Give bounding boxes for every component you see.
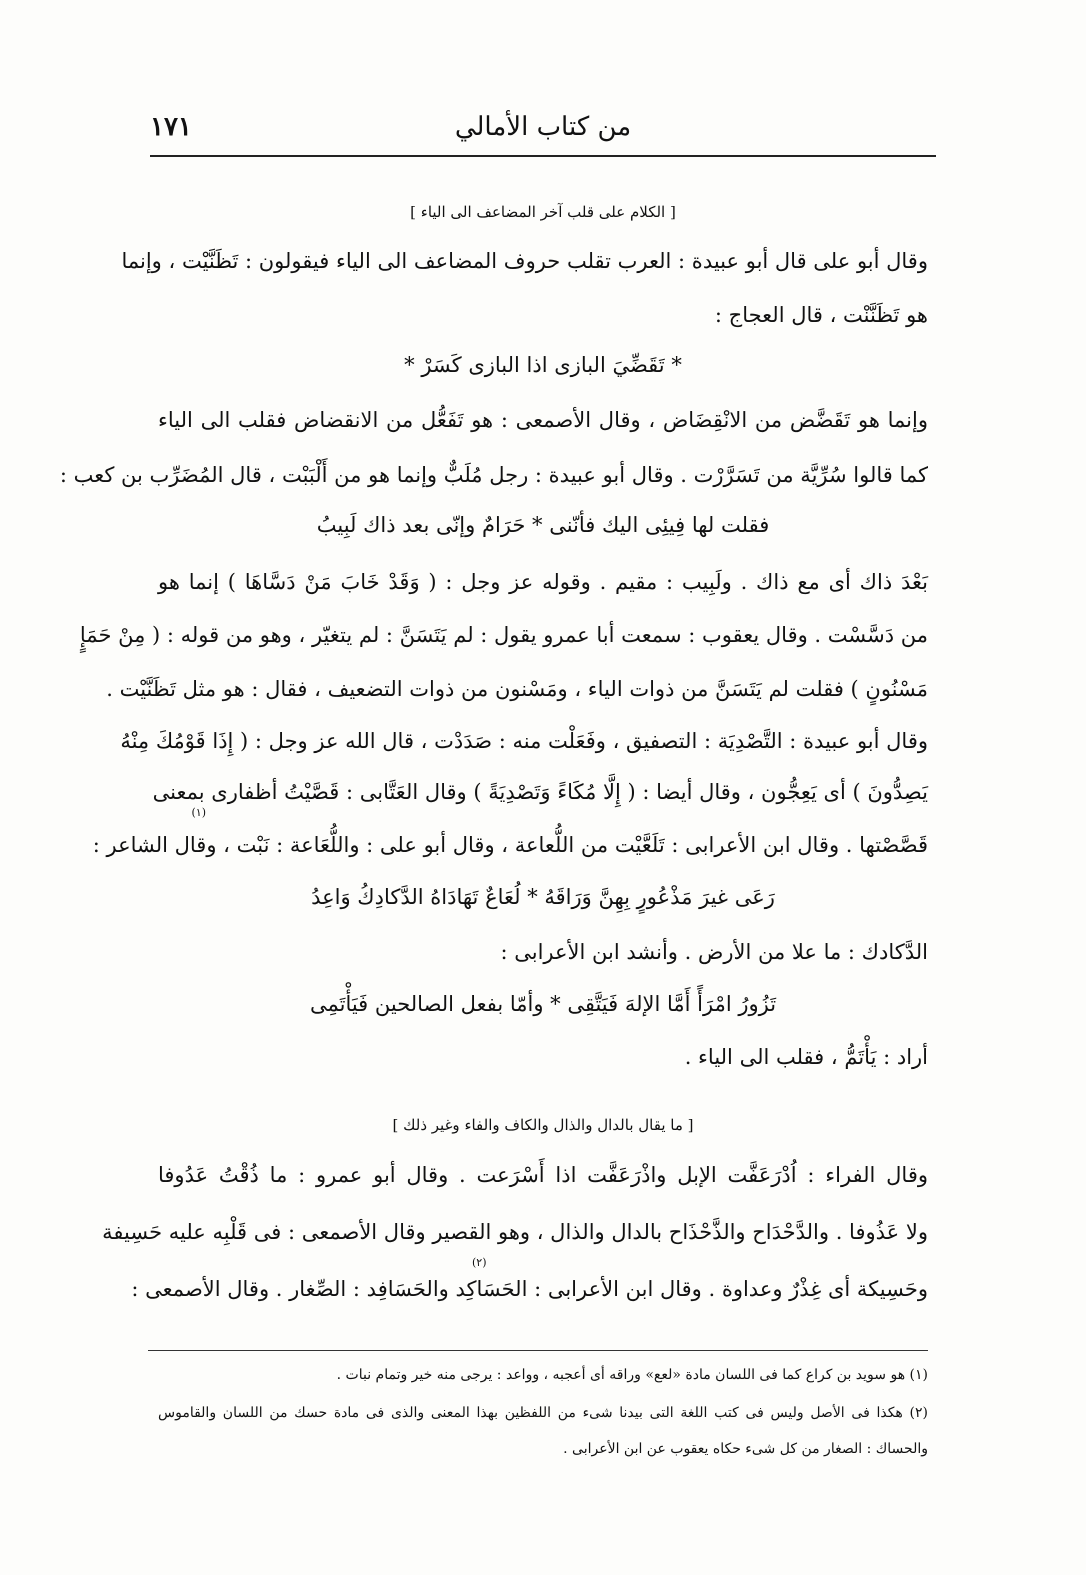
body-line: مَسْنُونٍ ) فقلت لم يَتَسَنَّ من ذوات الياء ، ومَسْنون من ذوات التضعيف ، فقال : هو مثل تَظَنَّيْت . [106, 677, 928, 701]
body-line: كما قالوا سُرِّيَّة من تَسَرَّرْت . وقال أبو عبيدة : رجل مُلَبٌّ وإنما هو من أَلْبَبْت ، قال المُضَرِّب بن كعب : [59, 463, 928, 487]
page-number: ١٧١ [150, 112, 192, 142]
body-line: بَعْدَ ذاك أى مع ذاك . ولَبِيب : مقيم . وقوله عز وجل : ( وَقَدْ خَابَ مَنْ دَسَّاهَا ) إنما هو [158, 570, 928, 594]
body-line: وحَسِيكة أى غِذْرٌ وعداوة . وقال ابن الأعرابى : الحَسَاكِد والحَسَافِد : الصِّغار . وقال الأصمعى : [131, 1277, 928, 1301]
body-line: من دَسَّسْت . وقال يعقوب : سمعت أبا عمرو يقول : لم يَتَسَنَّ : لم يتغيّر ، وهو من قوله : ( مِنْ حَمَإٍ [79, 623, 928, 647]
header-rule [150, 155, 936, 157]
verse-line: فقلت لها فِيئِى اليك فأنّنى * حَرَامٌ وإنّى بعد ذاك لَبِيبُ [316, 513, 770, 537]
body-line: وقال أبو على قال أبو عبيدة : العرب تقلب حروف المضاعف الى الياء فيقولون : تَظَنَّيْت ، وإنما [121, 249, 928, 273]
verse-line: تَزُورُ امْرَأً أَمَّا الإلهَ فَيَتَّقِى * وأمّا بفعل الصالحين فَيَأْتَمِى [309, 992, 777, 1016]
body-line: وقال أبو عبيدة : التَّصْدِيَة : التصفيق ، وفَعَلْت منه : صَدَدْت ، قال الله عز وجل : ( إِذَا قَوْمُكَ مِنْهُ [120, 729, 928, 753]
section-heading: [ ما يقال بالدال والذال والكاف والفاء وغير ذلك ] [392, 1116, 694, 1134]
body-line: الدَّكادك : ما علا من الأرض . وأنشد ابن الأعرابى : [500, 940, 928, 964]
body-line: يَصِدُّونَ ) أى يَعِجُّون ، وقال أيضا : ( إِلَّا مُكَاءً وَتَصْدِيَةً ) وقال العَتَّابى : قَصَّيْتُ أظفارى بمعنى [152, 780, 928, 804]
body-line: ولا عَذُوفا . والدَّحْدَاح والذَّحْذَاح بالدال والذال ، وهو القصير وقال الأصمعى : فى قَلْبِه عليه حَسِيفة [102, 1220, 928, 1244]
body-line: وإنما هو تَقَضَّض من الانْقِضَاض ، وقال الأصمعى : هو تَفَعُّل من الانقضاض فقلب الى الياء [158, 408, 928, 432]
body-line: هو تَظَنَّنْت ، قال العجاج : [714, 303, 928, 327]
footnote-marker: (١) [191, 806, 206, 819]
body-line: أراد : يَأْتَمُّ ، فقلب الى الياء . [684, 1045, 928, 1069]
body-line: وقال الفراء : اُدْرَعَفَّت الإبل واذْرَعَفَّت اذا أَسْرَعت . وقال أبو عمرو : ما ذُقْتُ عَدُوفا [158, 1163, 928, 1187]
running-header [150, 112, 936, 152]
section-heading: [ الكلام على قلب آخر المضاعف الى الياء ] [410, 203, 676, 221]
verse-line: * تَقَضِّيَ البازى اذا البازى كَسَرْ * [404, 353, 682, 377]
footnote-rule [148, 1350, 928, 1351]
body-line: قَصَّصْتها . وقال ابن الأعرابى : تَلَعَّيْت من اللُّعاعة ، وقال أبو على : واللُّعَاعة : نَبْت ، وقال الشاعر : [92, 833, 928, 857]
running-title: من كتاب الأمالي [454, 112, 632, 142]
footnote: (٢) هكذا فى الأصل وليس فى كتب اللغة التى بيدنا شىء من اللفظين بهذا المعنى والذى فى مادة حسك من اللسان والقاموس [158, 1405, 928, 1421]
footnote: والحساك : الصغار من كل شىء حكاه يعقوب عن ابن الأعرابى . [563, 1441, 928, 1457]
footnote-marker: (٢) [472, 1256, 487, 1269]
verse-line: رَعَى غيرَ مَذْعُورٍ بِهِنَّ وَرَاقَهُ * لُعَاعٌ تَهَادَاهُ الدَّكادِكُ وَاعِدُ [311, 885, 775, 909]
footnote: (١) هو سويد بن كراع كما فى اللسان مادة «لعع» وراقه أى أعجبه ، وواعد : يرجى منه خير وتمام نبات . [336, 1367, 928, 1383]
